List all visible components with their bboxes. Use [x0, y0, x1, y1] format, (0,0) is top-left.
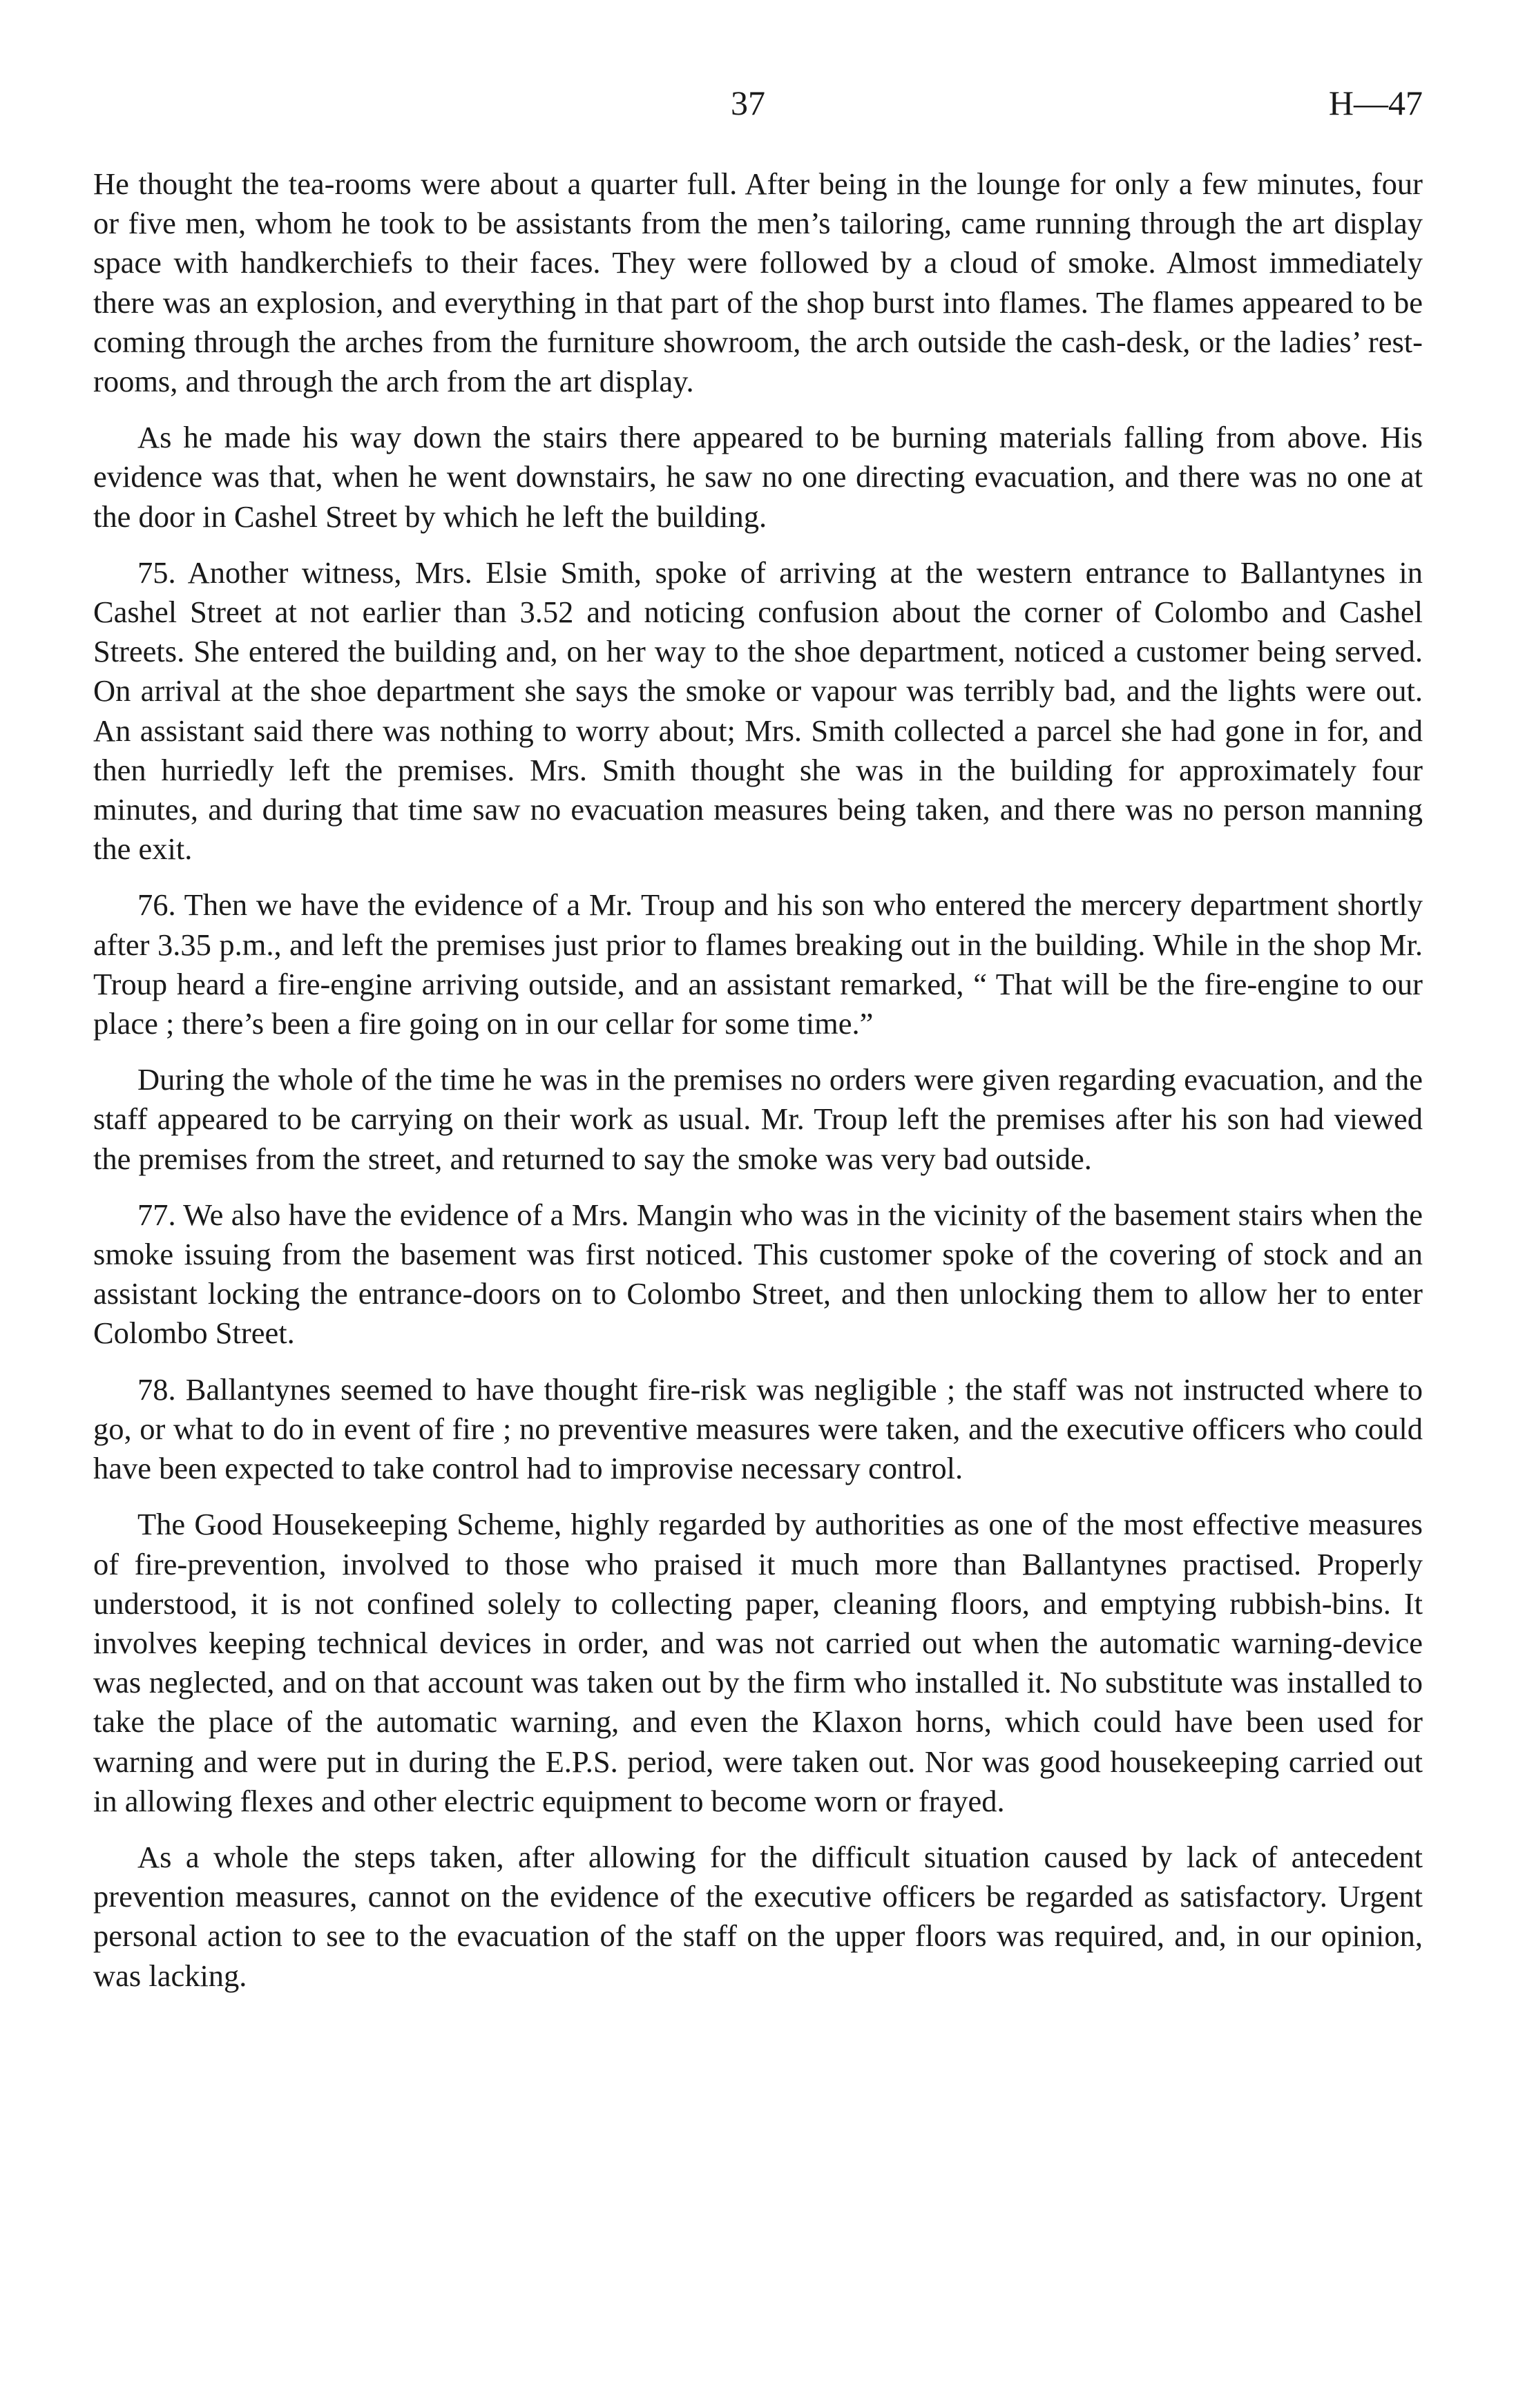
body-text	[93, 164, 1423, 2012]
report-code: H—47	[1328, 84, 1423, 122]
page-header	[0, 83, 1516, 138]
paragraph: During the whole of the time he was in the premises no orders were given regarding evacuation, and the staff appeared to be carrying on their work as usual. Mr. Troup left the premises after his son had viewed the premises from the street, and returned to say the smoke was very bad outside.	[93, 1062, 1423, 1176]
paragraph: The Good Housekeeping Scheme, highly regarded by authorities as one of the most effective measures of fire-prevention, involved to those who praised it much more than Ballantynes practised. Properly understood, it is not confined solely to collecting paper, cleaning floors, and emptying rubbish-bins. It involves keeping technical devices in order, and was not carried out when the automatic warning-device was neglected, and on that account was taken out by the firm who installed it. No substitute was installed to take the place of the automatic warning, and even the Klaxon horns, which could have been used for warning and were put in during the E.P.S. period, were taken out. Nor was good housekeeping carried out in allowing flexes and other electric equipment to become worn or frayed.	[93, 1507, 1423, 1818]
paragraph-75: 75. Another witness, Mrs. Elsie Smith, spoke of arriving at the western entrance to Ballantynes in Cashel Street at not earlier than 3.52 and noticing confusion about the corner of Colombo and Cashel Streets. She entered the building and, on her way to the shoe department, noticed a customer being served. On arrival at the shoe department she says the smoke or vapour was terribly bad, and the lights were out. An assistant said there was nothing to worry about; Mrs. Smith collected a parcel she had gone in for, and then hurriedly left the premises. Mrs. Smith thought she was in the building for approximately four minutes, and during that time saw no evacuation measures being taken, and there was no person manning the exit.	[93, 555, 1423, 867]
paragraph-77: 77. We also have the evidence of a Mrs. Mangin who was in the vicinity of the basement stairs when the smoke issuing from the basement was first noticed. This customer spoke of the covering of stock and an assistant locking the entrance-doors on to Colombo Street, and then unlocking them to allow her to enter Colombo Street.	[93, 1197, 1423, 1351]
paragraph-78: 78. Ballantynes seemed to have thought fire-risk was negligible ; the staff was not instructed where to go, or what to do in event of fire ; no preventive measures were taken, and the executive officers who could have been expected to take control had to improvise necessary control.	[93, 1371, 1423, 1486]
paragraph-76: 76. Then we have the evidence of a Mr. Troup and his son who entered the mercery department shortly after 3.35 p.m., and left the premises just prior to flames breaking out in the building. While in the shop Mr. Troup heard a fire-engine arriving outside, and an assistant remarked, “ That will be the fire-engine to our place ; there’s been a fire going on in our cellar for some time.”	[93, 887, 1423, 1041]
paragraph: As he made his way down the stairs there appeared to be burning materials falling from above. His evidence was that, when he went downstairs, he saw no one directing evacuation, and there was no one at the door in Cashel Street by which he left the building.	[93, 420, 1423, 534]
paragraph: As a whole the steps taken, after allowing for the difficult situation caused by lack of antecedent prevention measures, cannot on the evidence of the executive officers be regarded as satisfactory. Urgent personal action to see to the evacuation of the staff on the upper floors was required, and, in our opinion, was lacking.	[93, 1839, 1423, 1993]
page-number: 37	[731, 84, 765, 122]
paragraph: He thought the tea-rooms were about a quarter full. After being in the lounge for only a few minutes, four or five men, whom he took to be assistants from the men’s tailoring, came running through the art display space with handkerchiefs to their faces. They were followed by a cloud of smoke. Almost immediately there was an explosion, and everything in that part of the shop burst into flames. The flames appeared to be coming through the arches from the furniture showroom, the arch outside the cash-desk, or the ladies’ rest-rooms, and through the arch from the art display.	[93, 166, 1423, 399]
